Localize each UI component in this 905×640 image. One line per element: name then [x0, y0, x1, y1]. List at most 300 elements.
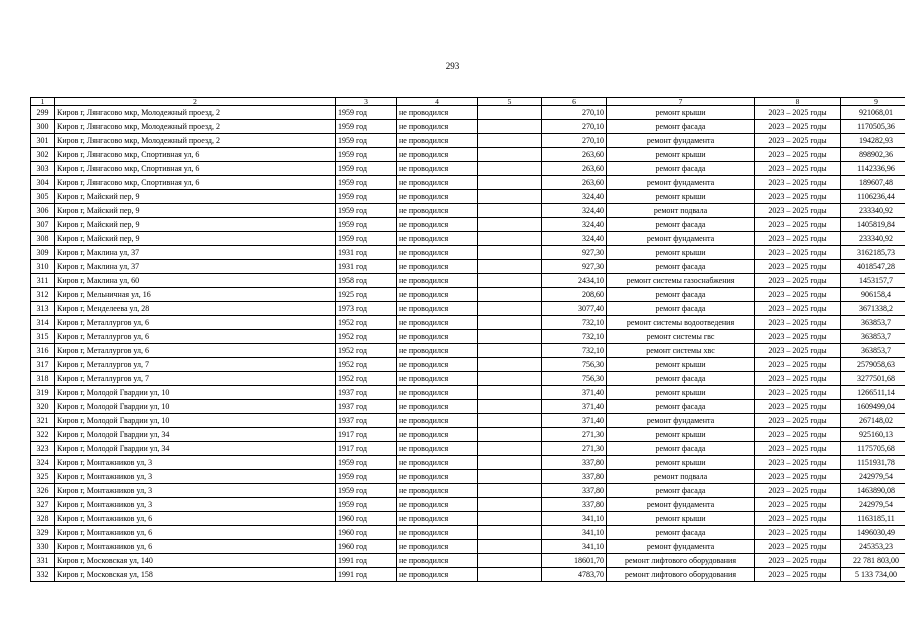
last-repair-cell: не проводился	[397, 162, 478, 176]
period-cell: 2023 – 2025 годы	[755, 456, 841, 470]
area-cell: 337,80	[542, 498, 607, 512]
address-cell: Киров г, Маклина ул, 37	[55, 246, 336, 260]
area-cell: 324,40	[542, 190, 607, 204]
area-cell: 732,10	[542, 316, 607, 330]
row-number-cell: 316	[31, 344, 55, 358]
cost-cell: 1463890,08	[841, 484, 905, 498]
last-repair-cell: не проводился	[397, 148, 478, 162]
period-cell: 2023 – 2025 годы	[755, 372, 841, 386]
table-row	[31, 330, 905, 344]
work-type-cell: ремонт системы водоотведения	[607, 316, 755, 330]
build-year-cell: 1959 год	[336, 148, 397, 162]
cost-cell: 1405819,84	[841, 218, 905, 232]
address-cell: Киров г, Монтажников ул, 3	[55, 484, 336, 498]
period-cell: 2023 – 2025 годы	[755, 176, 841, 190]
row-number-cell: 311	[31, 274, 55, 288]
empty-cell	[478, 246, 542, 260]
build-year-cell: 1991 год	[336, 568, 397, 582]
work-type-cell: ремонт крыши	[607, 358, 755, 372]
table-row	[31, 120, 905, 134]
work-type-cell: ремонт системы газоснабжения	[607, 274, 755, 288]
cost-cell: 194282,93	[841, 134, 905, 148]
period-cell: 2023 – 2025 годы	[755, 386, 841, 400]
last-repair-cell: не проводился	[397, 372, 478, 386]
work-type-cell: ремонт фасада	[607, 162, 755, 176]
last-repair-cell: не проводился	[397, 554, 478, 568]
table-row	[31, 470, 905, 484]
empty-cell	[478, 512, 542, 526]
table-row	[31, 274, 905, 288]
period-cell: 2023 – 2025 годы	[755, 148, 841, 162]
column-number-row	[31, 98, 905, 106]
area-cell: 270,10	[542, 120, 607, 134]
build-year-cell: 1959 год	[336, 176, 397, 190]
build-year-cell: 1959 год	[336, 470, 397, 484]
address-cell: Киров г, Майский пер, 9	[55, 218, 336, 232]
address-cell: Киров г, Лянгасово мкр, Молодежный проезд, 2	[55, 134, 336, 148]
work-type-cell: ремонт системы хвс	[607, 344, 755, 358]
column-header: 5	[478, 98, 542, 106]
build-year-cell: 1952 год	[336, 358, 397, 372]
address-cell: Киров г, Молодой Гвардии ул, 10	[55, 386, 336, 400]
area-cell: 2434,10	[542, 274, 607, 288]
area-cell: 271,30	[542, 442, 607, 456]
address-cell: Киров г, Молодой Гвардии ул, 10	[55, 400, 336, 414]
empty-cell	[478, 232, 542, 246]
address-cell: Киров г, Металлургов ул, 6	[55, 344, 336, 358]
period-cell: 2023 – 2025 годы	[755, 512, 841, 526]
period-cell: 2023 – 2025 годы	[755, 428, 841, 442]
period-cell: 2023 – 2025 годы	[755, 484, 841, 498]
row-number-cell: 301	[31, 134, 55, 148]
address-cell: Киров г, Монтажников ул, 6	[55, 512, 336, 526]
cost-cell: 1106236,44	[841, 190, 905, 204]
area-cell: 270,10	[542, 134, 607, 148]
cost-cell: 3671338,2	[841, 302, 905, 316]
empty-cell	[478, 218, 542, 232]
row-number-cell: 303	[31, 162, 55, 176]
empty-cell	[478, 148, 542, 162]
cost-cell: 1453157,7	[841, 274, 905, 288]
empty-cell	[478, 316, 542, 330]
address-cell: Киров г, Лянгасово мкр, Спортивная ул, 6	[55, 148, 336, 162]
build-year-cell: 1917 год	[336, 428, 397, 442]
cost-cell: 267148,02	[841, 414, 905, 428]
row-number-cell: 328	[31, 512, 55, 526]
empty-cell	[478, 288, 542, 302]
empty-cell	[478, 400, 542, 414]
last-repair-cell: не проводился	[397, 526, 478, 540]
empty-cell	[478, 456, 542, 470]
table-row	[31, 512, 905, 526]
cost-cell: 1170505,36	[841, 120, 905, 134]
period-cell: 2023 – 2025 годы	[755, 568, 841, 582]
cost-cell: 1266511,14	[841, 386, 905, 400]
period-cell: 2023 – 2025 годы	[755, 302, 841, 316]
cost-cell: 1142336,96	[841, 162, 905, 176]
table-row	[31, 526, 905, 540]
last-repair-cell: не проводился	[397, 218, 478, 232]
area-cell: 927,30	[542, 260, 607, 274]
empty-cell	[478, 442, 542, 456]
empty-cell	[478, 344, 542, 358]
page-number: 293	[445, 61, 460, 71]
row-number-cell: 332	[31, 568, 55, 582]
work-type-cell: ремонт фасада	[607, 400, 755, 414]
table-row	[31, 260, 905, 274]
cost-cell: 898902,36	[841, 148, 905, 162]
row-number-cell: 313	[31, 302, 55, 316]
address-cell: Киров г, Майский пер, 9	[55, 190, 336, 204]
build-year-cell: 1925 год	[336, 288, 397, 302]
work-type-cell: ремонт крыши	[607, 456, 755, 470]
area-cell: 271,30	[542, 428, 607, 442]
period-cell: 2023 – 2025 годы	[755, 232, 841, 246]
empty-cell	[478, 526, 542, 540]
row-number-cell: 302	[31, 148, 55, 162]
work-type-cell: ремонт фасада	[607, 120, 755, 134]
period-cell: 2023 – 2025 годы	[755, 316, 841, 330]
address-cell: Киров г, Маклина ул, 37	[55, 260, 336, 274]
cost-cell: 1175705,68	[841, 442, 905, 456]
period-cell: 2023 – 2025 годы	[755, 414, 841, 428]
cost-cell: 363853,7	[841, 330, 905, 344]
empty-cell	[478, 204, 542, 218]
row-number-cell: 323	[31, 442, 55, 456]
table-row	[31, 456, 905, 470]
column-header: 3	[336, 98, 397, 106]
build-year-cell: 1931 год	[336, 246, 397, 260]
cost-cell: 242979,54	[841, 470, 905, 484]
table-row	[31, 372, 905, 386]
build-year-cell: 1959 год	[336, 134, 397, 148]
address-cell: Киров г, Металлургов ул, 6	[55, 330, 336, 344]
area-cell: 208,60	[542, 288, 607, 302]
table-row	[31, 288, 905, 302]
last-repair-cell: не проводился	[397, 540, 478, 554]
table-row	[31, 106, 905, 120]
empty-cell	[478, 498, 542, 512]
cost-cell: 5 133 734,00	[841, 568, 905, 582]
cost-cell: 242979,54	[841, 498, 905, 512]
empty-cell	[478, 330, 542, 344]
table-row	[31, 134, 905, 148]
address-cell: Киров г, Металлургов ул, 7	[55, 358, 336, 372]
empty-cell	[478, 386, 542, 400]
work-type-cell: ремонт лифтового оборудования	[607, 568, 755, 582]
build-year-cell: 1952 год	[336, 330, 397, 344]
address-cell: Киров г, Монтажников ул, 6	[55, 526, 336, 540]
period-cell: 2023 – 2025 годы	[755, 274, 841, 288]
area-cell: 263,60	[542, 148, 607, 162]
last-repair-cell: не проводился	[397, 456, 478, 470]
work-type-cell: ремонт крыши	[607, 246, 755, 260]
last-repair-cell: не проводился	[397, 344, 478, 358]
last-repair-cell: не проводился	[397, 512, 478, 526]
area-cell: 371,40	[542, 414, 607, 428]
build-year-cell: 1931 год	[336, 260, 397, 274]
work-type-cell: ремонт крыши	[607, 106, 755, 120]
build-year-cell: 1959 год	[336, 232, 397, 246]
period-cell: 2023 – 2025 годы	[755, 246, 841, 260]
build-year-cell: 1917 год	[336, 442, 397, 456]
build-year-cell: 1960 год	[336, 512, 397, 526]
table-row	[31, 176, 905, 190]
row-number-cell: 319	[31, 386, 55, 400]
build-year-cell: 1937 год	[336, 386, 397, 400]
period-cell: 2023 – 2025 годы	[755, 344, 841, 358]
area-cell: 324,40	[542, 232, 607, 246]
table-row	[31, 190, 905, 204]
work-type-cell: ремонт фасада	[607, 372, 755, 386]
empty-cell	[478, 414, 542, 428]
area-cell: 337,80	[542, 470, 607, 484]
cost-cell: 363853,7	[841, 344, 905, 358]
build-year-cell: 1959 год	[336, 484, 397, 498]
table-row	[31, 484, 905, 498]
table-row	[31, 358, 905, 372]
cost-cell: 1609499,04	[841, 400, 905, 414]
table-row	[31, 428, 905, 442]
address-cell: Киров г, Менделеева ул, 28	[55, 302, 336, 316]
work-type-cell: ремонт фундамента	[607, 176, 755, 190]
work-type-cell: ремонт фасада	[607, 218, 755, 232]
area-cell: 337,80	[542, 456, 607, 470]
area-cell: 18601,70	[542, 554, 607, 568]
area-cell: 371,40	[542, 386, 607, 400]
work-type-cell: ремонт крыши	[607, 148, 755, 162]
row-number-cell: 304	[31, 176, 55, 190]
last-repair-cell: не проводился	[397, 176, 478, 190]
last-repair-cell: не проводился	[397, 106, 478, 120]
cost-cell: 921068,01	[841, 106, 905, 120]
last-repair-cell: не проводился	[397, 330, 478, 344]
area-cell: 263,60	[542, 162, 607, 176]
empty-cell	[478, 358, 542, 372]
period-cell: 2023 – 2025 годы	[755, 470, 841, 484]
column-header: 2	[55, 98, 336, 106]
empty-cell	[478, 540, 542, 554]
row-number-cell: 312	[31, 288, 55, 302]
table-row	[31, 386, 905, 400]
address-cell: Киров г, Молодой Гвардии ул, 34	[55, 428, 336, 442]
table-row	[31, 232, 905, 246]
cost-cell: 2579058,63	[841, 358, 905, 372]
last-repair-cell: не проводился	[397, 400, 478, 414]
column-header: 6	[542, 98, 607, 106]
last-repair-cell: не проводился	[397, 288, 478, 302]
area-cell: 756,30	[542, 358, 607, 372]
work-type-cell: ремонт фасада	[607, 302, 755, 316]
row-number-cell: 326	[31, 484, 55, 498]
last-repair-cell: не проводился	[397, 442, 478, 456]
column-header: 9	[841, 98, 905, 106]
build-year-cell: 1959 год	[336, 218, 397, 232]
period-cell: 2023 – 2025 годы	[755, 330, 841, 344]
work-type-cell: ремонт лифтового оборудования	[607, 554, 755, 568]
last-repair-cell: не проводился	[397, 498, 478, 512]
table-row	[31, 442, 905, 456]
build-year-cell: 1937 год	[336, 400, 397, 414]
area-cell: 263,60	[542, 176, 607, 190]
period-cell: 2023 – 2025 годы	[755, 400, 841, 414]
cost-cell: 1496030,49	[841, 526, 905, 540]
last-repair-cell: не проводился	[397, 134, 478, 148]
row-number-cell: 306	[31, 204, 55, 218]
row-number-cell: 308	[31, 232, 55, 246]
address-cell: Киров г, Монтажников ул, 3	[55, 456, 336, 470]
row-number-cell: 305	[31, 190, 55, 204]
cost-cell: 3162185,73	[841, 246, 905, 260]
work-type-cell: ремонт системы гвс	[607, 330, 755, 344]
last-repair-cell: не проводился	[397, 246, 478, 260]
work-type-cell: ремонт фундамента	[607, 540, 755, 554]
work-type-cell: ремонт фасада	[607, 260, 755, 274]
period-cell: 2023 – 2025 годы	[755, 204, 841, 218]
column-header: 8	[755, 98, 841, 106]
work-type-cell: ремонт фундамента	[607, 414, 755, 428]
row-number-cell: 317	[31, 358, 55, 372]
build-year-cell: 1959 год	[336, 204, 397, 218]
area-cell: 341,10	[542, 526, 607, 540]
cost-cell: 233340,92	[841, 232, 905, 246]
table-row	[31, 400, 905, 414]
cost-cell: 1151931,78	[841, 456, 905, 470]
address-cell: Киров г, Лянгасово мкр, Молодежный проезд, 2	[55, 106, 336, 120]
row-number-cell: 314	[31, 316, 55, 330]
address-cell: Киров г, Монтажников ул, 6	[55, 540, 336, 554]
address-cell: Киров г, Молодой Гвардии ул, 10	[55, 414, 336, 428]
empty-cell	[478, 372, 542, 386]
work-type-cell: ремонт фасада	[607, 484, 755, 498]
cost-cell: 4018547,28	[841, 260, 905, 274]
empty-cell	[478, 190, 542, 204]
empty-cell	[478, 428, 542, 442]
period-cell: 2023 – 2025 годы	[755, 358, 841, 372]
build-year-cell: 1958 год	[336, 274, 397, 288]
build-year-cell: 1959 год	[336, 106, 397, 120]
row-number-cell: 315	[31, 330, 55, 344]
capital-repair-table	[30, 97, 905, 582]
work-type-cell: ремонт крыши	[607, 190, 755, 204]
build-year-cell: 1991 год	[336, 554, 397, 568]
build-year-cell: 1960 год	[336, 540, 397, 554]
address-cell: Киров г, Лянгасово мкр, Спортивная ул, 6	[55, 176, 336, 190]
address-cell: Киров г, Московская ул, 140	[55, 554, 336, 568]
work-type-cell: ремонт фасада	[607, 526, 755, 540]
area-cell: 270,10	[542, 106, 607, 120]
row-number-cell: 324	[31, 456, 55, 470]
empty-cell	[478, 134, 542, 148]
empty-cell	[478, 302, 542, 316]
build-year-cell: 1937 год	[336, 414, 397, 428]
row-number-cell: 322	[31, 428, 55, 442]
empty-cell	[478, 176, 542, 190]
cost-cell: 925160,13	[841, 428, 905, 442]
last-repair-cell: не проводился	[397, 568, 478, 582]
period-cell: 2023 – 2025 годы	[755, 162, 841, 176]
row-number-cell: 321	[31, 414, 55, 428]
build-year-cell: 1973 год	[336, 302, 397, 316]
row-number-cell: 310	[31, 260, 55, 274]
work-type-cell: ремонт крыши	[607, 386, 755, 400]
empty-cell	[478, 106, 542, 120]
table-row	[31, 204, 905, 218]
address-cell: Киров г, Лянгасово мкр, Спортивная ул, 6	[55, 162, 336, 176]
area-cell: 732,10	[542, 330, 607, 344]
table-row	[31, 148, 905, 162]
empty-cell	[478, 162, 542, 176]
empty-cell	[478, 484, 542, 498]
cost-cell: 189607,48	[841, 176, 905, 190]
table-row	[31, 554, 905, 568]
last-repair-cell: не проводился	[397, 358, 478, 372]
table-row	[31, 414, 905, 428]
area-cell: 371,40	[542, 400, 607, 414]
column-header: 4	[397, 98, 478, 106]
table-row	[31, 540, 905, 554]
table-row	[31, 568, 905, 582]
column-header: 1	[31, 98, 55, 106]
area-cell: 341,10	[542, 540, 607, 554]
empty-cell	[478, 568, 542, 582]
work-type-cell: ремонт подвала	[607, 470, 755, 484]
last-repair-cell: не проводился	[397, 232, 478, 246]
address-cell: Киров г, Мельничная ул, 16	[55, 288, 336, 302]
cost-cell: 3277501,68	[841, 372, 905, 386]
work-type-cell: ремонт крыши	[607, 428, 755, 442]
work-type-cell: ремонт подвала	[607, 204, 755, 218]
work-type-cell: ремонт крыши	[607, 512, 755, 526]
cost-cell: 22 781 803,00	[841, 554, 905, 568]
build-year-cell: 1960 год	[336, 526, 397, 540]
period-cell: 2023 – 2025 годы	[755, 498, 841, 512]
cost-cell: 233340,92	[841, 204, 905, 218]
build-year-cell: 1959 год	[336, 498, 397, 512]
table-row	[31, 344, 905, 358]
row-number-cell: 309	[31, 246, 55, 260]
period-cell: 2023 – 2025 годы	[755, 190, 841, 204]
empty-cell	[478, 554, 542, 568]
period-cell: 2023 – 2025 годы	[755, 288, 841, 302]
build-year-cell: 1959 год	[336, 456, 397, 470]
address-cell: Киров г, Майский пер, 9	[55, 204, 336, 218]
last-repair-cell: не проводился	[397, 260, 478, 274]
last-repair-cell: не проводился	[397, 120, 478, 134]
area-cell: 756,30	[542, 372, 607, 386]
row-number-cell: 307	[31, 218, 55, 232]
build-year-cell: 1959 год	[336, 120, 397, 134]
period-cell: 2023 – 2025 годы	[755, 554, 841, 568]
period-cell: 2023 – 2025 годы	[755, 218, 841, 232]
address-cell: Киров г, Лянгасово мкр, Молодежный проезд, 2	[55, 120, 336, 134]
address-cell: Киров г, Московская ул, 158	[55, 568, 336, 582]
build-year-cell: 1959 год	[336, 190, 397, 204]
last-repair-cell: не проводился	[397, 484, 478, 498]
row-number-cell: 300	[31, 120, 55, 134]
work-type-cell: ремонт фасада	[607, 288, 755, 302]
last-repair-cell: не проводился	[397, 316, 478, 330]
row-number-cell: 325	[31, 470, 55, 484]
work-type-cell: ремонт фундамента	[607, 134, 755, 148]
last-repair-cell: не проводился	[397, 470, 478, 484]
area-cell: 341,10	[542, 512, 607, 526]
area-cell: 3077,40	[542, 302, 607, 316]
cost-cell: 245353,23	[841, 540, 905, 554]
table-row	[31, 316, 905, 330]
build-year-cell: 1952 год	[336, 372, 397, 386]
table-body	[31, 106, 905, 582]
